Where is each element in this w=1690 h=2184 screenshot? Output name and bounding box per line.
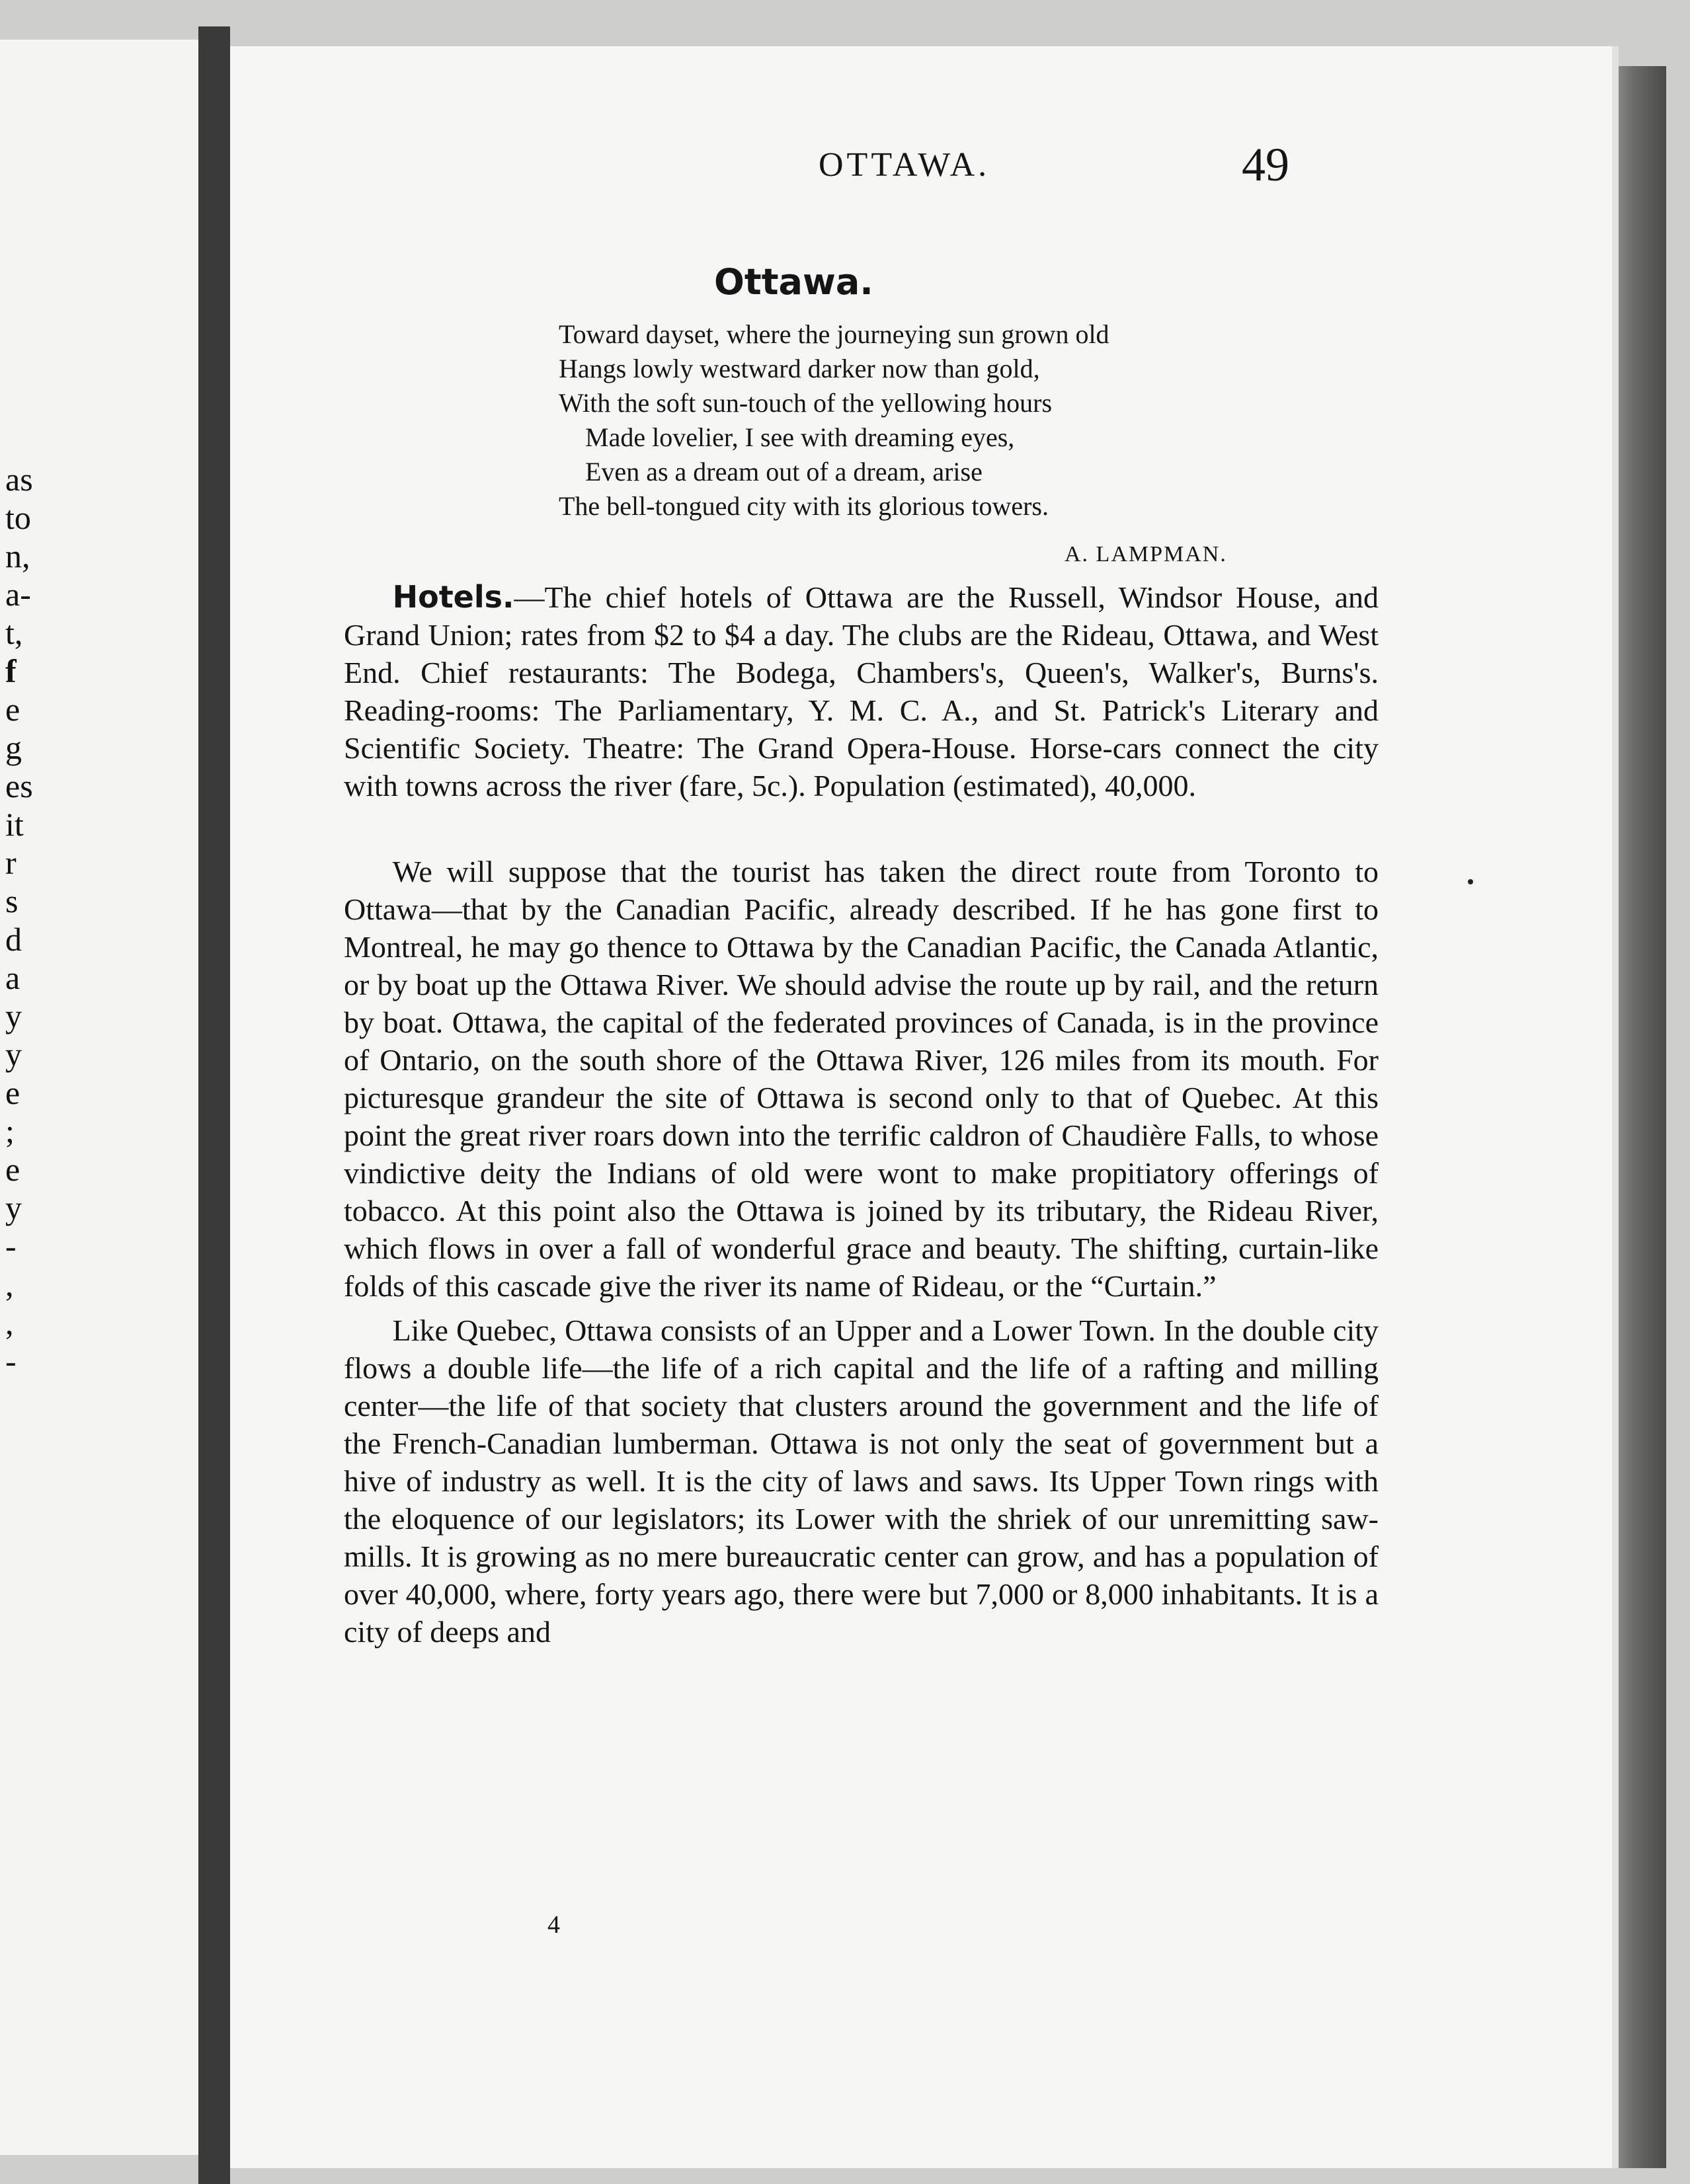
left-page-letter: to [5, 499, 31, 536]
poem-line: Hangs lowly westward darker now than gold, [559, 354, 1040, 383]
body-paragraph: Like Quebec, Ottawa consists of an Upper and a Lower Town. In the double city flows a double life—the life of a rich capital and the life of a rafting and milling center—the life of that society that clusters around the government and the life of the French-Canadian lumberman. Ottawa is not only the seat of government but a hive of industry as well. It is the city of laws and saws. Its Upper Town rings with the eloquence of our legislators; its Lower with the shriek of our unremitting saw-mills. It is growing as no mere bureaucratic center can grow, and has a population of over 40,000, where, forty years ago, there were but 7,000 or 8,000 inhabitants. It is a city of deeps and [344, 1313, 1379, 1649]
left-page-letter: y [5, 1189, 22, 1226]
body-text [344, 853, 1379, 1657]
section-heading: Ottawa. [714, 261, 873, 303]
running-head [595, 138, 1289, 205]
hotels-lead: Hotels. [392, 579, 514, 615]
left-page-letter: y [5, 1036, 22, 1073]
left-page-letter: f [5, 652, 17, 689]
hotels-paragraph-block [344, 578, 1379, 811]
left-page-letter: r [5, 844, 17, 881]
running-head-title: OTTAWA. [819, 146, 990, 184]
signature-mark: 4 [547, 1911, 560, 1939]
left-page-letter: e [5, 691, 20, 728]
left-page-letter: - [5, 1228, 17, 1265]
hotels-text: —The chief hotels of Ottawa are the Russell, Windsor House, and Grand Union; rates from $2 to $4 a day. The clubs are the Rideau, Ottawa, and West End. Chief restaurants: The Bodega, Chambers's, Queen's, Walker's, Burns's. Reading-rooms: The Parliamentary, Y. M. C. A., and St. Patrick's Literary and Scientific Society. Theatre: The Grand Opera-House. Horse-cars connect the city with towns across the river (fare, 5c.). Population (estimated), 40,000. [344, 580, 1379, 802]
left-page-edge [0, 40, 200, 2155]
poem-line: Toward dayset, where the journeying sun grown old [559, 319, 1109, 349]
left-page-letter: , [5, 1304, 14, 1341]
left-page-letter: d [5, 921, 22, 958]
left-page-letter: a [5, 959, 20, 996]
left-page-letter: s [5, 882, 19, 919]
poem-line: Even as a dream out of a dream, arise [585, 457, 983, 487]
left-page-letter: ; [5, 1112, 15, 1150]
left-page-letter: t, [5, 614, 23, 651]
left-page-letter: , [5, 1266, 14, 1303]
left-page-letter: e [5, 1151, 20, 1188]
poem-line: With the soft sun-touch of the yellowing hours [559, 388, 1053, 418]
body-paragraph: We will suppose that the tourist has taken the direct route from Toronto to Ottawa—that by the Canadian Pacific, already described. If he has gone first to Montreal, he may go thence to Ottawa by the Canadian Pacific, the Canada Atlantic, or by boat up the Ottawa River. We should advise the route up by rail, and the return by boat. Ottawa, the capital of the federated provinces of Canada, is in the province of Ontario, on the south shore of the Ottawa River, 126 miles from its mouth. For picturesque grandeur the site of Ottawa is second only to that of Quebec. At this point the great river roars down into the terrific caldron of Chaudière Falls, to whose vindictive deity the Indians of old were wont to make propitiatory offerings of tobacco. At this point also the Ottawa is joined by its tributary, the Rideau River, which flows in over a fall of wonderful grace and beauty. The shifting, curtain-like folds of this cascade give the river its name of Rideau, or the “Curtain.” [344, 855, 1379, 1303]
page-number: 49 [1242, 138, 1289, 191]
hotels-paragraph [344, 578, 1379, 804]
left-page-letter: es [5, 767, 33, 804]
left-page-letter: a- [5, 576, 31, 613]
poem-line: The bell-tongued city with its glorious towers. [559, 491, 1049, 521]
book-gutter [198, 26, 230, 2184]
left-page-letter: n, [5, 537, 30, 574]
left-page-letter: e [5, 1074, 20, 1111]
poem-attribution: A. LAMPMAN. [1065, 542, 1227, 566]
left-page-letter: it [5, 806, 24, 843]
left-page-letters [0, 40, 198, 2155]
left-page-letter: as [5, 461, 33, 498]
ink-speck [1468, 879, 1473, 884]
poem-line: Made lovelier, I see with dreaming eyes, [585, 422, 1015, 452]
left-page-letter: - [5, 1343, 17, 1380]
left-page-letter: g [5, 729, 22, 766]
poem [559, 317, 1286, 524]
left-page-letter: y [5, 997, 22, 1034]
